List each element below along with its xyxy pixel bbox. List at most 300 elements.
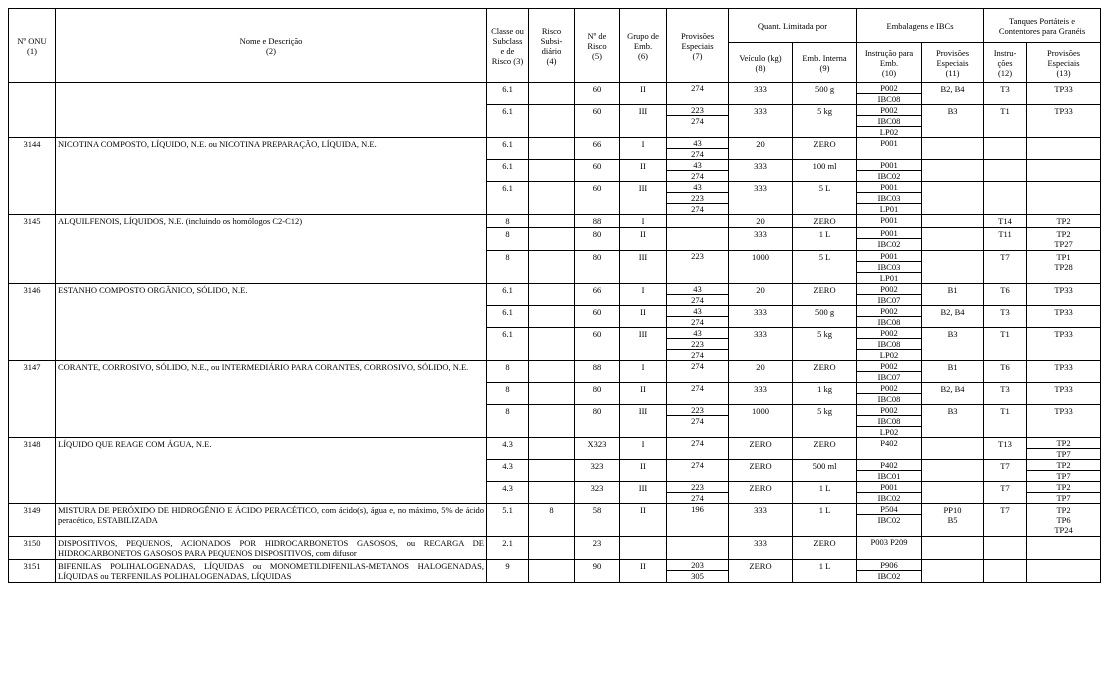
hazard-number: 23 [575, 537, 620, 560]
packing-instruction [857, 138, 922, 160]
subsidiary-risk [529, 383, 575, 405]
tank-provisions-value: TP27 [1054, 239, 1073, 249]
tank-instruction: T7 [984, 482, 1027, 504]
header-line: (13) [1056, 67, 1071, 78]
packing-provisions [922, 537, 984, 560]
special-provisions-value: 274 [667, 316, 728, 327]
special-provisions-value: 43 [693, 284, 702, 294]
tank-provisions-value: TP28 [1054, 262, 1073, 272]
header-line: Nº ONU [17, 35, 47, 46]
special-provisions-value: 274 [667, 203, 728, 214]
tank-provisions-value: TP2 [1056, 229, 1071, 239]
packing-instruction [857, 215, 922, 228]
header-line: Provisões [680, 30, 715, 41]
subsidiary-risk [529, 160, 575, 182]
un-number: 3145 [9, 215, 56, 284]
packing-instruction-value: IBC07 [857, 371, 921, 382]
packing-provisions [922, 83, 984, 105]
special-provisions-value: 274 [667, 349, 728, 360]
class-risk: 8 [487, 405, 529, 438]
packing-group: II [620, 228, 667, 251]
tank-instruction: T6 [984, 361, 1027, 383]
limited-qty-vehicle: 20 [729, 138, 793, 160]
special-provisions-value: 223 [691, 105, 704, 115]
special-provisions [667, 83, 729, 105]
header-line: Instru- [993, 47, 1017, 58]
packing-group: III [620, 105, 667, 138]
packing-provisions-value: B2, B4 [940, 384, 965, 394]
substance-name: NICOTINA COMPOSTO, LÍQUIDO, N.E. ou NICOTINA PREPARAÇÃO, LÍQUIDA, N.E. [56, 138, 487, 215]
tank-provisions [1027, 215, 1101, 228]
packing-group: II [620, 460, 667, 482]
packing-instruction-value: IBC02 [857, 238, 921, 249]
tank-provisions [1027, 361, 1101, 383]
header-line: Risco (3) [491, 55, 524, 66]
tank-provisions-value: TP1 [1056, 252, 1071, 262]
packing-provisions [922, 438, 984, 460]
tank-provisions [1027, 306, 1101, 328]
class-risk: 8 [487, 228, 529, 251]
special-provisions-value: 43 [693, 160, 702, 170]
col-header-tanks [984, 9, 1101, 43]
tank-provisions-value: TP2 [1056, 482, 1071, 492]
subsidiary-risk: 8 [529, 504, 575, 537]
tank-instruction: T3 [984, 306, 1027, 328]
col-header-packing-provisions [922, 43, 984, 83]
header-line: e de [500, 45, 515, 56]
col-header-limited-quantity: Quant. Limitada por [729, 9, 857, 43]
limited-qty-vehicle: ZERO [729, 560, 793, 583]
header-line: Risco [587, 40, 607, 51]
hazard-number: 323 [575, 482, 620, 504]
tank-instruction: T7 [984, 460, 1027, 482]
special-provisions-value: 223 [691, 482, 704, 492]
class-risk: 4.3 [487, 460, 529, 482]
packing-instruction [857, 361, 922, 383]
packing-provisions [922, 328, 984, 361]
packing-provisions-value: B5 [947, 515, 958, 525]
packing-instruction [857, 383, 922, 405]
packing-instruction-value: P504 [880, 504, 898, 514]
table-row [9, 138, 1101, 160]
tank-provisions [1027, 383, 1101, 405]
packing-instruction-value: LP01 [857, 203, 921, 214]
special-provisions [667, 383, 729, 405]
header-line: (6) [638, 50, 648, 61]
hazard-number: 60 [575, 306, 620, 328]
subsidiary-risk [529, 460, 575, 482]
limited-qty-vehicle: ZERO [729, 438, 793, 460]
packing-provisions [922, 306, 984, 328]
packing-provisions-value: B3 [947, 406, 958, 416]
tank-provisions [1027, 560, 1101, 583]
class-risk: 6.1 [487, 138, 529, 160]
packing-instruction-value: IBC08 [857, 393, 921, 404]
packing-provisions [922, 284, 984, 306]
special-provisions [667, 405, 729, 438]
tank-instruction: T1 [984, 105, 1027, 138]
header-line: Instrução para [864, 47, 914, 58]
tank-instruction: T3 [984, 383, 1027, 405]
tank-instruction [984, 560, 1027, 583]
limited-qty-vehicle: 333 [729, 160, 793, 182]
limited-qty-vehicle: 333 [729, 328, 793, 361]
packing-instruction [857, 460, 922, 482]
packing-group: III [620, 251, 667, 284]
limited-qty-vehicle: 333 [729, 228, 793, 251]
limited-qty-inner: 5 L [793, 182, 857, 215]
hazard-number: 60 [575, 328, 620, 361]
header-line: (11) [945, 67, 960, 78]
class-risk: 6.1 [487, 105, 529, 138]
special-provisions [667, 460, 729, 482]
tank-provisions-value: TP33 [1054, 84, 1073, 94]
packing-instruction-value: LP02 [857, 426, 921, 437]
packing-group: I [620, 361, 667, 383]
special-provisions-value: 196 [691, 504, 704, 514]
class-risk: 9 [487, 560, 529, 583]
header-line: Nº de [587, 30, 607, 41]
special-provisions [667, 251, 729, 284]
header-line: (10) [881, 67, 897, 78]
class-risk: 6.1 [487, 328, 529, 361]
tank-provisions-value: TP2 [1056, 505, 1071, 515]
limited-qty-inner: 5 kg [793, 328, 857, 361]
packing-instruction [857, 560, 922, 583]
tank-instruction: T3 [984, 83, 1027, 105]
special-provisions-value: 274 [667, 115, 728, 126]
tank-provisions [1027, 504, 1101, 537]
class-risk: 4.3 [487, 482, 529, 504]
tank-provisions [1027, 284, 1101, 306]
packing-group: I [620, 138, 667, 160]
header-line: ções [997, 57, 1013, 68]
packing-provisions [922, 460, 984, 482]
tank-provisions-value: TP33 [1054, 362, 1073, 372]
limited-qty-inner: 500 g [793, 306, 857, 328]
packing-group: III [620, 182, 667, 215]
packing-instruction [857, 160, 922, 182]
limited-qty-vehicle: 20 [729, 284, 793, 306]
class-risk: 6.1 [487, 182, 529, 215]
limited-qty-inner: ZERO [793, 361, 857, 383]
limited-qty-inner: ZERO [793, 215, 857, 228]
header-line: Especiais [936, 57, 969, 68]
packing-group: III [620, 328, 667, 361]
tank-provisions-value: TP2 [1056, 438, 1071, 448]
special-provisions [667, 560, 729, 583]
special-provisions [667, 105, 729, 138]
packing-group: III [620, 482, 667, 504]
special-provisions-value: 274 [667, 492, 728, 503]
packing-instruction [857, 83, 922, 105]
substance-name: CORANTE, CORROSIVO, SÓLIDO, N.E., ou INTERMEDIÁRIO PARA CORANTES, CORROSIVO, SÓLIDO, N.E. [56, 361, 487, 438]
packing-provisions-value: B2, B4 [940, 307, 965, 317]
packing-provisions-value: B1 [947, 362, 958, 372]
table-row [9, 215, 1101, 228]
limited-qty-vehicle: 333 [729, 306, 793, 328]
limited-qty-inner: 1 kg [793, 383, 857, 405]
hazard-number: 88 [575, 215, 620, 228]
col-header-hazard-number [575, 9, 620, 83]
header-line: Nome e Descrição [239, 35, 303, 46]
special-provisions [667, 138, 729, 160]
tank-instruction [984, 182, 1027, 215]
header-line: Emb. Interna [802, 52, 847, 63]
packing-instruction-value: P002 [880, 383, 898, 393]
col-header-packing-group [620, 9, 667, 83]
subsidiary-risk [529, 438, 575, 460]
packing-instruction-value: P001 [880, 160, 898, 170]
special-provisions-value: 43 [693, 306, 702, 316]
header-line: Especiais [1047, 57, 1080, 68]
col-header-packing-instruction [857, 43, 922, 83]
packing-instruction [857, 228, 922, 251]
header-line: (5) [592, 50, 602, 61]
packing-instruction-value: IBC08 [857, 115, 921, 126]
tank-instruction: T13 [984, 438, 1027, 460]
limited-qty-inner: 1 L [793, 560, 857, 583]
special-provisions-value: 43 [693, 138, 702, 148]
packing-instruction-value: P402 [880, 438, 898, 448]
tank-provisions [1027, 537, 1101, 560]
subsidiary-risk [529, 138, 575, 160]
packing-provisions [922, 383, 984, 405]
tank-provisions [1027, 160, 1101, 182]
limited-qty-inner: 500 g [793, 83, 857, 105]
packing-provisions-value: B3 [947, 329, 958, 339]
tank-provisions [1027, 105, 1101, 138]
header-line: Provisões [1047, 47, 1081, 58]
table-row [9, 284, 1101, 306]
substance-name: MISTURA DE PERÓXIDO DE HIDROGÊNIO E ÁCIDO PERACÉTICO, com ácido(s), água e, no máximo, 5% de ácido peracético, ESTABILIZADA [56, 504, 487, 537]
special-provisions-value: 43 [693, 328, 702, 338]
packing-instruction [857, 482, 922, 504]
tank-provisions [1027, 138, 1101, 160]
class-risk: 8 [487, 383, 529, 405]
packing-provisions [922, 560, 984, 583]
limited-qty-vehicle: 333 [729, 105, 793, 138]
class-risk: 6.1 [487, 284, 529, 306]
hazard-number: 90 [575, 560, 620, 583]
subsidiary-risk [529, 182, 575, 215]
packing-instruction-value: P001 [880, 182, 898, 192]
class-risk: 6.1 [487, 306, 529, 328]
packing-provisions [922, 160, 984, 182]
substance-name: DISPOSITIVOS, PEQUENOS, ACIONADOS POR HIDROCARBONETOS GASOSOS, ou RECARGA DE HIDROCARBONETOS GASOSOS PARA PEQUENOS DISPOSITIVOS, com difusor [56, 537, 487, 560]
subsidiary-risk [529, 560, 575, 583]
packing-instruction-value: P003 P209 [870, 537, 908, 547]
limited-qty-vehicle: 333 [729, 383, 793, 405]
hazard-number: 80 [575, 405, 620, 438]
packing-instruction-value: P001 [880, 215, 898, 225]
hazard-number: 80 [575, 251, 620, 284]
special-provisions-value: 223 [667, 338, 728, 349]
special-provisions [667, 482, 729, 504]
packing-group: I [620, 438, 667, 460]
packing-provisions [922, 228, 984, 251]
packing-instruction-value: IBC08 [857, 93, 921, 104]
packing-instruction-value: P002 [880, 83, 898, 93]
table-row [9, 83, 1101, 105]
tank-instruction: T1 [984, 328, 1027, 361]
packing-group: II [620, 306, 667, 328]
tank-instruction [984, 160, 1027, 182]
packing-instruction-value: IBC02 [857, 170, 921, 181]
class-risk: 5.1 [487, 504, 529, 537]
packing-instruction-value: P002 [880, 361, 898, 371]
packing-instruction-value: P002 [880, 306, 898, 316]
hazard-number: 66 [575, 138, 620, 160]
header-line: Provisões [935, 47, 970, 58]
packing-instruction [857, 182, 922, 215]
tank-provisions-value: TP33 [1054, 406, 1073, 416]
hazard-number: 80 [575, 383, 620, 405]
packing-provisions-value: B1 [947, 285, 958, 295]
packing-instruction [857, 537, 922, 560]
special-provisions-value: 274 [667, 148, 728, 159]
special-provisions-value: 203 [691, 560, 704, 570]
header-line: Subsi- [540, 35, 563, 46]
hazard-number: 60 [575, 105, 620, 138]
tank-instruction: T1 [984, 405, 1027, 438]
packing-provisions-value: PP10 [943, 505, 962, 515]
header-line: (4) [546, 55, 557, 66]
subsidiary-risk [529, 284, 575, 306]
packing-instruction [857, 105, 922, 138]
special-provisions-value: 274 [691, 83, 704, 93]
un-number [9, 83, 56, 138]
limited-qty-inner: 5 kg [793, 105, 857, 138]
limited-qty-vehicle: 333 [729, 83, 793, 105]
packing-provisions [922, 361, 984, 383]
packing-group: II [620, 160, 667, 182]
un-number: 3146 [9, 284, 56, 361]
col-header-tank-instructions [984, 43, 1027, 83]
tank-provisions [1027, 228, 1101, 251]
packing-group: I [620, 284, 667, 306]
special-provisions [667, 182, 729, 215]
subsidiary-risk [529, 105, 575, 138]
table-row [9, 537, 1101, 560]
packing-provisions-value: B2, B4 [940, 84, 965, 94]
special-provisions [667, 361, 729, 383]
packing-instruction-value: P002 [880, 328, 898, 338]
header-line: Risco [541, 25, 562, 36]
limited-qty-inner: ZERO [793, 138, 857, 160]
limited-qty-inner: ZERO [793, 537, 857, 560]
tank-provisions-value: TP7 [1027, 470, 1100, 481]
packing-instruction-value: LP01 [857, 272, 921, 283]
header-line: (1) [27, 45, 37, 56]
special-provisions-value: 274 [691, 460, 704, 470]
tank-provisions [1027, 328, 1101, 361]
special-provisions [667, 215, 729, 228]
packing-instruction-value: IBC03 [857, 261, 921, 272]
tank-instruction: T6 [984, 284, 1027, 306]
packing-instruction [857, 504, 922, 537]
packing-provisions [922, 482, 984, 504]
subsidiary-risk [529, 215, 575, 228]
limited-qty-inner: ZERO [793, 284, 857, 306]
packing-instruction-value: IBC02 [857, 514, 921, 525]
packing-instruction-value: P001 [880, 251, 898, 261]
special-provisions [667, 284, 729, 306]
limited-qty-inner: 5 L [793, 251, 857, 284]
packing-group: II [620, 504, 667, 537]
tank-provisions [1027, 251, 1101, 284]
un-number: 3150 [9, 537, 56, 560]
hazard-number: 58 [575, 504, 620, 537]
tank-provisions-value: TP24 [1054, 525, 1073, 535]
header-line: Tanques Portáteis e [1009, 15, 1076, 26]
packing-group: II [620, 83, 667, 105]
col-header-subsidiary-risk [529, 9, 575, 83]
class-risk: 6.1 [487, 160, 529, 182]
subsidiary-risk [529, 306, 575, 328]
tank-provisions-value: TP33 [1054, 106, 1073, 116]
special-provisions [667, 306, 729, 328]
limited-qty-vehicle: 333 [729, 504, 793, 537]
packing-instruction-value: P906 [880, 560, 898, 570]
un-number: 3149 [9, 504, 56, 537]
dangerous-goods-table [8, 8, 1101, 583]
header-line: diário [541, 45, 562, 56]
class-risk: 6.1 [487, 83, 529, 105]
class-risk: 8 [487, 215, 529, 228]
col-header-name [56, 9, 487, 83]
tank-provisions [1027, 482, 1101, 504]
packing-instruction-value: IBC08 [857, 338, 921, 349]
class-risk: 8 [487, 361, 529, 383]
class-risk: 8 [487, 251, 529, 284]
subsidiary-risk [529, 328, 575, 361]
special-provisions [667, 228, 729, 251]
subsidiary-risk [529, 361, 575, 383]
header-line: (9) [819, 62, 830, 73]
packing-instruction-value: P002 [880, 405, 898, 415]
tank-instruction: T7 [984, 251, 1027, 284]
class-risk: 4.3 [487, 438, 529, 460]
packing-provisions [922, 138, 984, 160]
packing-group: II [620, 383, 667, 405]
packing-provisions [922, 504, 984, 537]
packing-provisions [922, 405, 984, 438]
packing-instruction-value: IBC02 [857, 492, 921, 503]
packing-provisions [922, 251, 984, 284]
packing-instruction-value: P001 [880, 138, 898, 148]
special-provisions-value: 43 [693, 182, 702, 192]
packing-instruction-value: LP02 [857, 126, 921, 137]
substance-name: ALQUILFENOIS, LÍQUIDOS, N.E. (incluindo os homólogos C2-C12) [56, 215, 487, 284]
packing-instruction-value: IBC03 [857, 192, 921, 203]
hazard-number: 88 [575, 361, 620, 383]
packing-instruction-value: IBC07 [857, 294, 921, 305]
header-line: Veículo (kg) [739, 52, 782, 63]
packing-instruction-value: P002 [880, 284, 898, 294]
tank-provisions-value: TP2 [1056, 460, 1071, 470]
limited-qty-vehicle: 333 [729, 182, 793, 215]
tank-provisions-value: TP6 [1056, 515, 1071, 525]
packing-instruction-value: IBC02 [857, 570, 921, 581]
hazard-number: 80 [575, 228, 620, 251]
packing-instruction [857, 306, 922, 328]
special-provisions-value: 274 [667, 294, 728, 305]
hazard-number: 323 [575, 460, 620, 482]
tank-provisions-value: TP2 [1056, 216, 1071, 226]
header-line: Contentores para Granéis [998, 25, 1086, 36]
packing-instruction-value: P402 [880, 460, 898, 470]
